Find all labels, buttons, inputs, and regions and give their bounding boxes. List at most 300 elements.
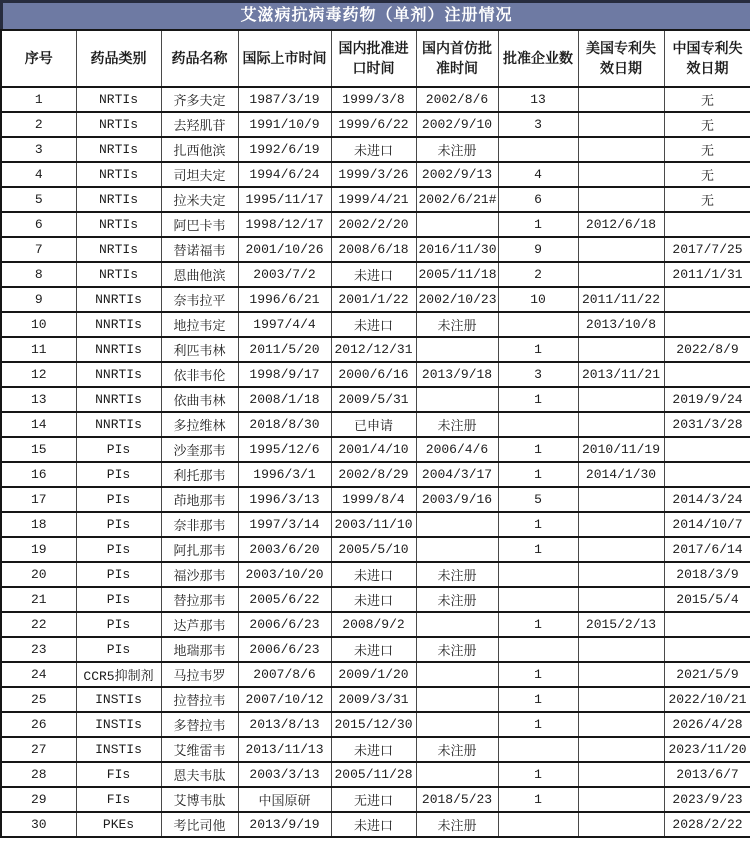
table-cell: 茚地那韦: [161, 487, 238, 512]
table-cell: 利匹韦林: [161, 337, 238, 362]
table-cell: [578, 112, 664, 137]
table-cell: 2009/3/31: [331, 687, 416, 712]
table-cell: 13: [1, 387, 76, 412]
table-cell: 1: [498, 337, 578, 362]
table-cell: 2023/9/23: [664, 787, 750, 812]
table-cell: 2021/5/9: [664, 662, 750, 687]
table-cell: 2006/6/23: [238, 637, 331, 662]
table-cell: 1: [498, 437, 578, 462]
table-cell: 2007/8/6: [238, 662, 331, 687]
table-cell: [578, 712, 664, 737]
table-cell: 2022/8/9: [664, 337, 750, 362]
table-cell: 1: [498, 762, 578, 787]
table-cell: 14: [1, 412, 76, 437]
table-cell: 1: [498, 387, 578, 412]
table-cell: [578, 587, 664, 612]
table-cell: NRTIs: [76, 187, 161, 212]
header-cell: 药品类别: [76, 30, 161, 87]
table-row: [1, 262, 750, 287]
table-cell: FIs: [76, 762, 161, 787]
table-cell: NRTIs: [76, 237, 161, 262]
table-row: [1, 687, 750, 712]
table-cell: 考比司他: [161, 812, 238, 837]
table-cell: 1998/9/17: [238, 362, 331, 387]
table-cell: 10: [498, 287, 578, 312]
table-cell: 2026/4/28: [664, 712, 750, 737]
table-cell: [416, 612, 498, 637]
table-cell: 5: [1, 187, 76, 212]
table-cell: 27: [1, 737, 76, 762]
table-cell: PIs: [76, 587, 161, 612]
table-cell: [664, 637, 750, 662]
table-row: [1, 362, 750, 387]
table-cell: 13: [498, 87, 578, 112]
table-cell: NNRTIs: [76, 362, 161, 387]
table-cell: 1: [498, 462, 578, 487]
table-cell: 2014/10/7: [664, 512, 750, 537]
table-cell: PIs: [76, 487, 161, 512]
table-cell: 1994/6/24: [238, 162, 331, 187]
table-cell: [416, 537, 498, 562]
table-cell: 2011/5/20: [238, 337, 331, 362]
table-cell: 2005/6/22: [238, 587, 331, 612]
table-cell: [498, 412, 578, 437]
table-cell: NNRTIs: [76, 412, 161, 437]
table-cell: [664, 362, 750, 387]
table-row: [1, 112, 750, 137]
table-cell: [416, 662, 498, 687]
table-cell: 3: [498, 362, 578, 387]
table-cell: 2006/4/6: [416, 437, 498, 462]
table-cell: 1998/12/17: [238, 212, 331, 237]
table-cell: 未进口: [331, 637, 416, 662]
table-cell: 齐多夫定: [161, 87, 238, 112]
table-cell: 2017/7/25: [664, 237, 750, 262]
table-cell: 2008/9/2: [331, 612, 416, 637]
table-row: [1, 337, 750, 362]
table-cell: 未进口: [331, 737, 416, 762]
table-cell: [578, 662, 664, 687]
table-cell: 12: [1, 362, 76, 387]
table-row: [1, 787, 750, 812]
table-cell: [416, 762, 498, 787]
table-cell: 2009/5/31: [331, 387, 416, 412]
table-cell: [578, 812, 664, 837]
table-row: [1, 387, 750, 412]
table-row: [1, 762, 750, 787]
table-cell: [664, 462, 750, 487]
table-cell: 1991/10/9: [238, 112, 331, 137]
table-cell: 已申请: [331, 412, 416, 437]
table-cell: 1987/3/19: [238, 87, 331, 112]
table-cell: 阿扎那韦: [161, 537, 238, 562]
table-cell: 多替拉韦: [161, 712, 238, 737]
table-cell: 2013/6/7: [664, 762, 750, 787]
table-cell: [578, 562, 664, 587]
table-cell: 2001/1/22: [331, 287, 416, 312]
table-cell: 3: [498, 112, 578, 137]
header-cell: 批准企业数: [498, 30, 578, 87]
table-cell: 利托那韦: [161, 462, 238, 487]
table-cell: PIs: [76, 437, 161, 462]
table-cell: 未进口: [331, 262, 416, 287]
table-cell: [416, 212, 498, 237]
table-cell: 1999/6/22: [331, 112, 416, 137]
table-cell: 2008/1/18: [238, 387, 331, 412]
table-cell: 替拉那韦: [161, 587, 238, 612]
table-cell: 未进口: [331, 562, 416, 587]
header-cell: 国内批准进口时间: [331, 30, 416, 87]
table-cell: 马拉韦罗: [161, 662, 238, 687]
table-row: [1, 437, 750, 462]
table-cell: 未进口: [331, 587, 416, 612]
table-cell: [578, 187, 664, 212]
table-row: [1, 212, 750, 237]
drug-registration-table: [0, 29, 750, 838]
table-cell: 2023/11/20: [664, 737, 750, 762]
table-cell: 2022/10/21: [664, 687, 750, 712]
table-cell: NNRTIs: [76, 312, 161, 337]
table-cell: NRTIs: [76, 137, 161, 162]
table-cell: 9: [498, 237, 578, 262]
table-cell: [578, 262, 664, 287]
table-cell: 依曲韦林: [161, 387, 238, 412]
table-row: [1, 537, 750, 562]
table-cell: 8: [1, 262, 76, 287]
table-cell: 29: [1, 787, 76, 812]
table-cell: 福沙那韦: [161, 562, 238, 587]
table-cell: 地拉韦定: [161, 312, 238, 337]
table-body: [1, 87, 750, 837]
table-cell: 1995/11/17: [238, 187, 331, 212]
table-cell: 11: [1, 337, 76, 362]
table-row: [1, 662, 750, 687]
table-cell: [578, 637, 664, 662]
table-cell: 多拉维林: [161, 412, 238, 437]
table-cell: [416, 512, 498, 537]
table-cell: 恩夫韦肽: [161, 762, 238, 787]
header-cell: 药品名称: [161, 30, 238, 87]
table-cell: 拉替拉韦: [161, 687, 238, 712]
table-cell: 2016/11/30: [416, 237, 498, 262]
table-cell: 20: [1, 562, 76, 587]
table-cell: 2002/9/13: [416, 162, 498, 187]
table-row: [1, 287, 750, 312]
table-row: [1, 487, 750, 512]
table-cell: 2018/8/30: [238, 412, 331, 437]
table-cell: 未注册: [416, 587, 498, 612]
table-cell: [578, 87, 664, 112]
table-row: [1, 812, 750, 837]
table-cell: 2014/3/24: [664, 487, 750, 512]
table-cell: 2014/1/30: [578, 462, 664, 487]
table-row: [1, 712, 750, 737]
table-cell: 1: [498, 537, 578, 562]
table-cell: 25: [1, 687, 76, 712]
table-cell: [578, 787, 664, 812]
table-cell: [664, 437, 750, 462]
table-cell: [578, 512, 664, 537]
table-cell: 2002/9/10: [416, 112, 498, 137]
table-cell: 28: [1, 762, 76, 787]
table-cell: [578, 412, 664, 437]
table-cell: 10: [1, 312, 76, 337]
table-cell: [578, 237, 664, 262]
table-cell: [664, 287, 750, 312]
table-cell: 2002/10/23: [416, 287, 498, 312]
table-cell: 1: [498, 787, 578, 812]
table-cell: 24: [1, 662, 76, 687]
table-cell: [498, 562, 578, 587]
table-row: [1, 237, 750, 262]
table-cell: 2013/9/18: [416, 362, 498, 387]
table-cell: 2002/8/29: [331, 462, 416, 487]
table-cell: NRTIs: [76, 212, 161, 237]
table-cell: 1996/3/13: [238, 487, 331, 512]
table-cell: 恩曲他滨: [161, 262, 238, 287]
table-cell: 2011/11/22: [578, 287, 664, 312]
table-cell: 1: [498, 612, 578, 637]
table-cell: 1: [498, 712, 578, 737]
table-cell: 6: [1, 212, 76, 237]
table-row: [1, 462, 750, 487]
table-cell: FIs: [76, 787, 161, 812]
page-title: 艾滋病抗病毒药物（单剂）注册情况: [0, 0, 750, 29]
table-cell: 2003/6/20: [238, 537, 331, 562]
table-cell: 21: [1, 587, 76, 612]
table-cell: 2002/2/20: [331, 212, 416, 237]
table-cell: [578, 387, 664, 412]
table-cell: 18: [1, 512, 76, 537]
table-cell: 1: [498, 687, 578, 712]
table-cell: 2013/10/8: [578, 312, 664, 337]
table-cell: [416, 387, 498, 412]
table-cell: CCR5抑制剂: [76, 662, 161, 687]
table-cell: 2015/12/30: [331, 712, 416, 737]
table-cell: 1996/3/1: [238, 462, 331, 487]
table-cell: 26: [1, 712, 76, 737]
table-cell: 未注册: [416, 562, 498, 587]
table-cell: 2005/11/18: [416, 262, 498, 287]
table-cell: 2006/6/23: [238, 612, 331, 637]
table-row: [1, 312, 750, 337]
table-cell: 2012/12/31: [331, 337, 416, 362]
table-cell: 扎西他滨: [161, 137, 238, 162]
table-cell: [578, 487, 664, 512]
table-cell: 2018/5/23: [416, 787, 498, 812]
table-cell: 2013/9/19: [238, 812, 331, 837]
table-cell: 拉米夫定: [161, 187, 238, 212]
table-cell: 2017/6/14: [664, 537, 750, 562]
table-cell: 4: [1, 162, 76, 187]
table-row: [1, 637, 750, 662]
table-cell: 1999/3/26: [331, 162, 416, 187]
table-cell: 无: [664, 112, 750, 137]
table-cell: PIs: [76, 512, 161, 537]
table-cell: 5: [498, 487, 578, 512]
table-cell: 1999/3/8: [331, 87, 416, 112]
table-cell: 达芦那韦: [161, 612, 238, 637]
table-row: [1, 587, 750, 612]
table-cell: 2003/11/10: [331, 512, 416, 537]
table-cell: PIs: [76, 637, 161, 662]
header-cell: 美国专利失效日期: [578, 30, 664, 87]
table-cell: 2: [1, 112, 76, 137]
table-cell: 2004/3/17: [416, 462, 498, 487]
table-cell: INSTIs: [76, 712, 161, 737]
table-cell: [416, 712, 498, 737]
table-cell: [498, 637, 578, 662]
table-cell: 3: [1, 137, 76, 162]
table-cell: 22: [1, 612, 76, 637]
table-cell: PIs: [76, 562, 161, 587]
table-cell: [498, 587, 578, 612]
table-cell: 2010/11/19: [578, 437, 664, 462]
table-cell: [498, 737, 578, 762]
table-cell: NRTIs: [76, 162, 161, 187]
table-cell: 未进口: [331, 312, 416, 337]
table-cell: 替诺福韦: [161, 237, 238, 262]
header-cell: 国内首仿批准时间: [416, 30, 498, 87]
table-row: [1, 512, 750, 537]
table-row: [1, 187, 750, 212]
table-cell: NNRTIs: [76, 337, 161, 362]
table-cell: 2013/11/13: [238, 737, 331, 762]
table-cell: 2012/6/18: [578, 212, 664, 237]
table-cell: 2013/8/13: [238, 712, 331, 737]
table-cell: 15: [1, 437, 76, 462]
table-cell: [578, 687, 664, 712]
table-cell: INSTIs: [76, 737, 161, 762]
table-cell: 中国原研: [238, 787, 331, 812]
table-cell: [664, 212, 750, 237]
table-cell: 地瑞那韦: [161, 637, 238, 662]
table-cell: 无: [664, 87, 750, 112]
table-cell: 无: [664, 162, 750, 187]
table-row: [1, 162, 750, 187]
table-cell: 1997/3/14: [238, 512, 331, 537]
table-cell: 1: [498, 212, 578, 237]
table-cell: 奈韦拉平: [161, 287, 238, 312]
table-cell: 2005/11/28: [331, 762, 416, 787]
table-cell: 2005/5/10: [331, 537, 416, 562]
table-row: [1, 612, 750, 637]
table-cell: [416, 687, 498, 712]
table-cell: NRTIs: [76, 262, 161, 287]
table-row: [1, 737, 750, 762]
table-cell: [664, 612, 750, 637]
table-cell: NRTIs: [76, 87, 161, 112]
table-cell: 未注册: [416, 137, 498, 162]
table-row: [1, 412, 750, 437]
header-cell: 中国专利失效日期: [664, 30, 750, 87]
table-cell: 1997/4/4: [238, 312, 331, 337]
table-cell: 1: [498, 662, 578, 687]
table-cell: [498, 812, 578, 837]
table-cell: PIs: [76, 537, 161, 562]
table-cell: 未注册: [416, 412, 498, 437]
table-cell: NNRTIs: [76, 387, 161, 412]
table-cell: NNRTIs: [76, 287, 161, 312]
table-cell: 2013/11/21: [578, 362, 664, 387]
table-cell: 未进口: [331, 137, 416, 162]
table-cell: [578, 337, 664, 362]
table-cell: 2007/10/12: [238, 687, 331, 712]
header-cell: 国际上市时间: [238, 30, 331, 87]
table-cell: 2011/1/31: [664, 262, 750, 287]
table-cell: 6: [498, 187, 578, 212]
table-cell: 23: [1, 637, 76, 662]
table-cell: 依非韦伦: [161, 362, 238, 387]
table-cell: 司坦夫定: [161, 162, 238, 187]
table-cell: 2003/10/20: [238, 562, 331, 587]
table-cell: PKEs: [76, 812, 161, 837]
table-cell: [498, 312, 578, 337]
table-cell: 2003/9/16: [416, 487, 498, 512]
table-header-row: [1, 30, 750, 87]
table-cell: 未注册: [416, 637, 498, 662]
table-cell: 16: [1, 462, 76, 487]
table-cell: 艾博韦肽: [161, 787, 238, 812]
table-cell: 2015/5/4: [664, 587, 750, 612]
table-cell: 7: [1, 237, 76, 262]
table-cell: 奈非那韦: [161, 512, 238, 537]
table-cell: 4: [498, 162, 578, 187]
table-cell: 2000/6/16: [331, 362, 416, 387]
table-cell: [578, 162, 664, 187]
table-cell: 2008/6/18: [331, 237, 416, 262]
table-cell: 2002/8/6: [416, 87, 498, 112]
table-cell: 沙奎那韦: [161, 437, 238, 462]
table-cell: PIs: [76, 612, 161, 637]
table-cell: [416, 337, 498, 362]
table-cell: [578, 762, 664, 787]
table-row: [1, 562, 750, 587]
table-cell: 19: [1, 537, 76, 562]
table-cell: 1999/4/21: [331, 187, 416, 212]
table-cell: 30: [1, 812, 76, 837]
table-cell: 未注册: [416, 737, 498, 762]
table-cell: PIs: [76, 462, 161, 487]
table-cell: 1: [498, 512, 578, 537]
table-cell: 无: [664, 137, 750, 162]
table-row: [1, 137, 750, 162]
table-cell: 艾维雷韦: [161, 737, 238, 762]
table-cell: 2002/6/21#: [416, 187, 498, 212]
header-cell: 序号: [1, 30, 76, 87]
table-cell: 无进口: [331, 787, 416, 812]
table-row: [1, 87, 750, 112]
table-cell: 2001/4/10: [331, 437, 416, 462]
table-cell: 1996/6/21: [238, 287, 331, 312]
table-cell: [498, 137, 578, 162]
table-cell: 去羟肌苷: [161, 112, 238, 137]
table-cell: 2: [498, 262, 578, 287]
table-cell: 阿巴卡韦: [161, 212, 238, 237]
table-cell: 无: [664, 187, 750, 212]
table-cell: 未注册: [416, 812, 498, 837]
table-cell: 2009/1/20: [331, 662, 416, 687]
table-cell: [664, 312, 750, 337]
table-cell: 17: [1, 487, 76, 512]
table-cell: 1992/6/19: [238, 137, 331, 162]
table-cell: NRTIs: [76, 112, 161, 137]
table-cell: 未进口: [331, 812, 416, 837]
table-cell: 2028/2/22: [664, 812, 750, 837]
table-cell: [578, 137, 664, 162]
table-cell: 2003/7/2: [238, 262, 331, 287]
table-cell: [578, 737, 664, 762]
